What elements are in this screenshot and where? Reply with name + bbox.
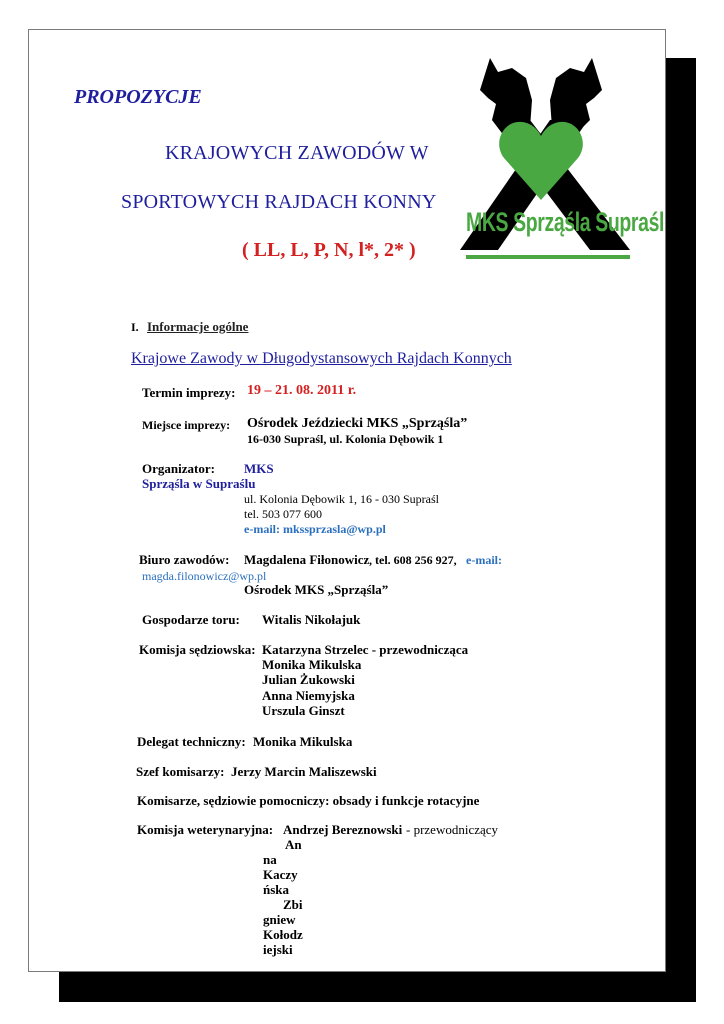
miejsce-value-2: 16-030 Supraśl, ul. Kolonia Dębowik 1	[247, 432, 444, 446]
komisarze-text: Komisarze, sędziowie pomocniczy: obsady i funkcje rotacyjne	[137, 793, 480, 808]
vet-fragment: Kołodz	[263, 927, 303, 942]
title-line-2: KRAJOWYCH ZAWODÓW W	[165, 142, 429, 164]
miejsce-value-1: Ośrodek Jeździecki MKS „Sprząśla”	[247, 416, 468, 431]
delegat-value: Monika Mikulska	[253, 734, 353, 749]
biuro-place: Ośrodek MKS „Sprząśla”	[244, 582, 389, 597]
organizator-email[interactable]: e-mail: mkssprzasla@wp.pl	[244, 522, 386, 536]
judge-member: Monika Mikulska	[262, 657, 362, 672]
organizator-phone: tel. 503 077 600	[244, 507, 322, 521]
vet-fragment: iejski	[263, 942, 293, 957]
szef-label: Szef komisarzy:	[136, 764, 225, 779]
vet-fragment: gniew	[263, 912, 296, 927]
gospodarze-label: Gospodarze toru:	[142, 612, 240, 627]
delegat-label: Delegat techniczny:	[137, 734, 246, 749]
document-title: PROPOZYCJE	[74, 86, 202, 108]
organizator-name-1: MKS	[244, 461, 274, 476]
weterynaryjna-chair: Andrzej Bereznowski	[283, 822, 403, 837]
vet-fragment: An	[285, 837, 302, 852]
biuro-email-label: e-mail:	[466, 553, 502, 567]
termin-label: Termin imprezy:	[142, 385, 236, 400]
biuro-phone: , tel. 608 256 927,	[369, 553, 457, 567]
judge-member: Julian Żukowski	[262, 672, 355, 687]
organizator-address: ul. Kolonia Dębowik 1, 16 - 030 Supraśl	[244, 492, 439, 506]
weterynaryjna-chair-role: - przewodniczący	[406, 822, 499, 837]
horse-heads-logo-icon	[452, 50, 632, 280]
competition-classes: ( LL, L, P, N, l*, 2* )	[242, 239, 416, 261]
vet-fragment: ńska	[263, 882, 290, 897]
weterynaryjna-label: Komisja weterynaryjna:	[137, 822, 274, 837]
biuro-label: Biuro zawodów:	[139, 552, 230, 567]
biuro-name: Magdalena Fiłonowicz	[244, 552, 370, 567]
judge-member: Anna Niemyjska	[262, 688, 355, 703]
vet-fragment: Zbi	[283, 897, 303, 912]
logo-text: MKS Sprząśla Supraśl	[466, 207, 665, 237]
title-line-3: SPORTOWYCH RAJDACH KONNY	[121, 191, 437, 213]
judge-member: Katarzyna Strzelec - przewodnicząca	[262, 642, 469, 657]
organizator-label: Organizator:	[142, 461, 215, 476]
vet-fragment: Kaczy	[263, 867, 298, 882]
szef-value: Jerzy Marcin Maliszewski	[231, 764, 377, 779]
komisja-sedziowska-label: Komisja sędziowska:	[139, 642, 256, 657]
section-heading: Informacje ogólne	[147, 319, 249, 334]
section-subtitle: Krajowe Zawody w Długodystansowych Rajdach Konnych	[131, 350, 512, 367]
miejsce-label: Miejsce imprezy:	[142, 418, 231, 432]
section-number: I.	[131, 320, 139, 334]
biuro-email[interactable]: magda.filonowicz@wp.pl	[142, 569, 267, 583]
judge-member: Urszula Ginszt	[262, 703, 345, 718]
vet-fragment: na	[263, 852, 277, 867]
organizator-name-2: Sprząśla w Supraślu	[142, 476, 256, 491]
termin-value: 19 – 21. 08. 2011 r.	[247, 383, 357, 398]
gospodarze-value: Witalis Nikołajuk	[262, 612, 361, 627]
